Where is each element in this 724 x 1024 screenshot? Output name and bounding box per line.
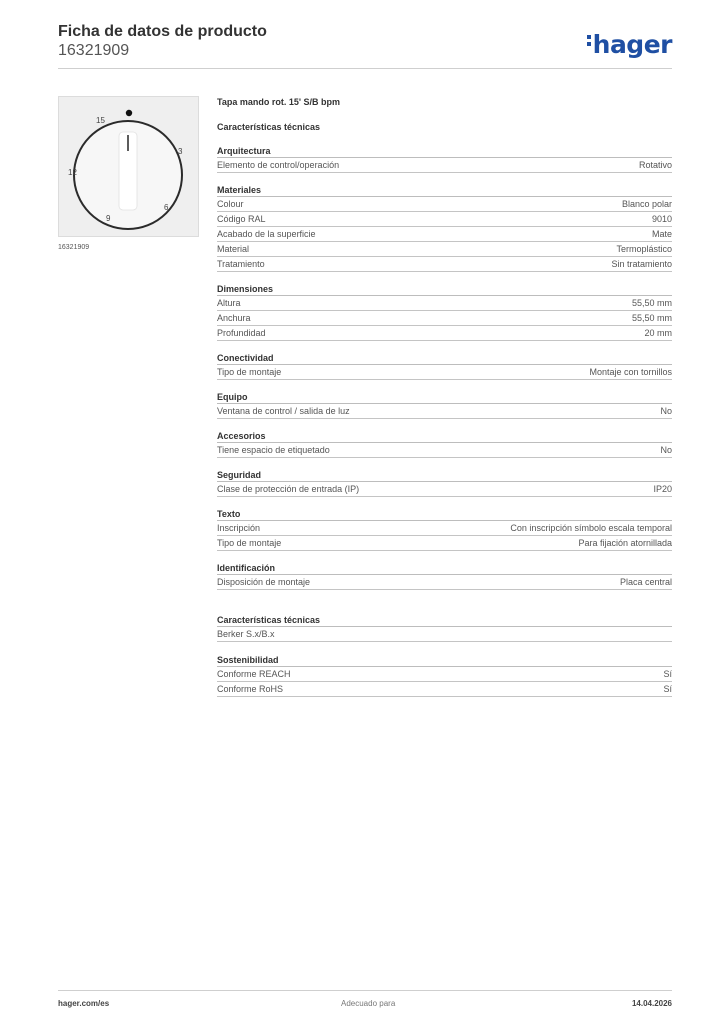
section-title: Texto [217,508,672,521]
spec-row [217,257,672,272]
spec-label: Código RAL [217,214,266,224]
spec-section [217,184,672,272]
spec-label: Conforme REACH [217,669,291,679]
spec-label: Disposición de montaje [217,577,311,587]
spec-section [217,508,672,551]
section-title: Seguridad [217,469,672,482]
spec-value: Sí [663,669,672,679]
spec-row [217,404,672,419]
spec-label: Tipo de montaje [217,367,282,377]
section-title: Sostenibilidad [217,654,672,667]
spec-label: Colour [217,199,244,209]
spec-value: No [660,445,672,455]
spec-value: Para fijación atornillada [578,538,672,548]
section-title: Identificación [217,562,672,575]
spec-row [217,296,672,311]
spec-value: Sí [663,684,672,694]
spec-value: 55,50 mm [631,313,672,323]
rotary-dial-icon [59,97,198,236]
spec-value: Con inscripción símbolo escala temporal [510,523,672,533]
section-title: Conectividad [217,352,672,365]
spec-row [217,212,672,227]
product-name: Tapa mando rot. 15' S/B bpm [217,97,340,107]
spec-row [217,682,672,697]
spec-row [217,242,672,257]
spec-sections [217,121,672,697]
spec-label: Elemento de control/operación [217,160,340,170]
spec-section [217,430,672,458]
spec-section [217,469,672,497]
spec-value: Mate [651,229,672,239]
section-title: Equipo [217,391,672,404]
spec-row [217,326,672,341]
spec-label: Conforme RoHS [217,684,284,694]
page-footer [58,990,672,1008]
spec-row [217,482,672,497]
spec-row [217,536,672,551]
spec-label: Altura [217,298,241,308]
spec-value: Placa central [619,577,672,587]
spec-row [217,521,672,536]
image-caption: 16321909 [58,244,90,251]
spec-section [217,614,672,642]
spec-row [217,443,672,458]
spec-label: Berker S.x/B.x [217,629,275,639]
document-title: Ficha de datos de producto [58,23,267,40]
logo-text: hager [592,30,672,59]
dial-label-9: 9 [106,214,111,223]
spec-label: Anchura [217,313,251,323]
spec-content [217,96,672,697]
dial-label-15: 15 [96,116,105,125]
spec-value: 55,50 mm [631,298,672,308]
logo-dots-icon [587,35,591,49]
spec-label: Clase de protección de entrada (IP) [217,484,360,494]
footer-center-text: Adecuado para [341,999,396,1008]
spec-row [217,311,672,326]
spec-value: Blanco polar [621,199,672,209]
spec-value: 9010 [651,214,672,224]
spec-label: Ventana de control / salida de luz [217,406,350,416]
footer-date: 14.04.2026 [631,999,672,1008]
section-title: Materiales [217,184,672,197]
spec-label: Tiene espacio de etiquetado [217,445,330,455]
spec-section [217,352,672,380]
section-title: Arquitectura [217,145,672,158]
dial-label-12: 12 [68,168,77,177]
section-title: Dimensiones [217,283,672,296]
spec-value: 20 mm [644,328,672,338]
spec-value: Termoplástico [616,244,672,254]
product-code: 16321909 [58,42,130,59]
spec-section [217,121,672,133]
spec-row [217,365,672,380]
spec-value: No [660,406,672,416]
spec-label: Tratamiento [217,259,265,269]
product-image [58,96,199,237]
spec-row [217,197,672,212]
spec-label: Inscripción [217,523,261,533]
footer-website[interactable]: hager.com/es [58,999,110,1008]
page-header [58,22,672,60]
spec-value: Sin tratamiento [611,259,672,269]
spec-value: Montaje con tornillos [589,367,672,377]
spec-value: Rotativo [638,160,672,170]
section-title: Características técnicas [217,614,672,627]
spec-section [217,562,672,590]
spec-section [217,391,672,419]
spec-value: IP20 [653,484,672,494]
spec-label: Material [217,244,250,254]
spec-section [217,654,672,697]
spec-row [217,575,672,590]
section-title: Características técnicas [217,122,321,132]
header-divider [58,68,672,69]
spec-label: Profundidad [217,328,266,338]
spec-row [217,667,672,682]
dial-label-6: 6 [164,203,169,212]
spec-section [217,283,672,341]
spec-label: Acabado de la superficie [217,229,316,239]
dial-label-3: 3 [178,147,183,156]
spec-label: Tipo de montaje [217,538,282,548]
spec-section [217,145,672,173]
spec-row [217,627,672,642]
hager-logo [587,30,672,59]
spec-row [217,227,672,242]
spec-row [217,158,672,173]
dial-dot [126,110,132,116]
section-title: Accesorios [217,430,672,443]
